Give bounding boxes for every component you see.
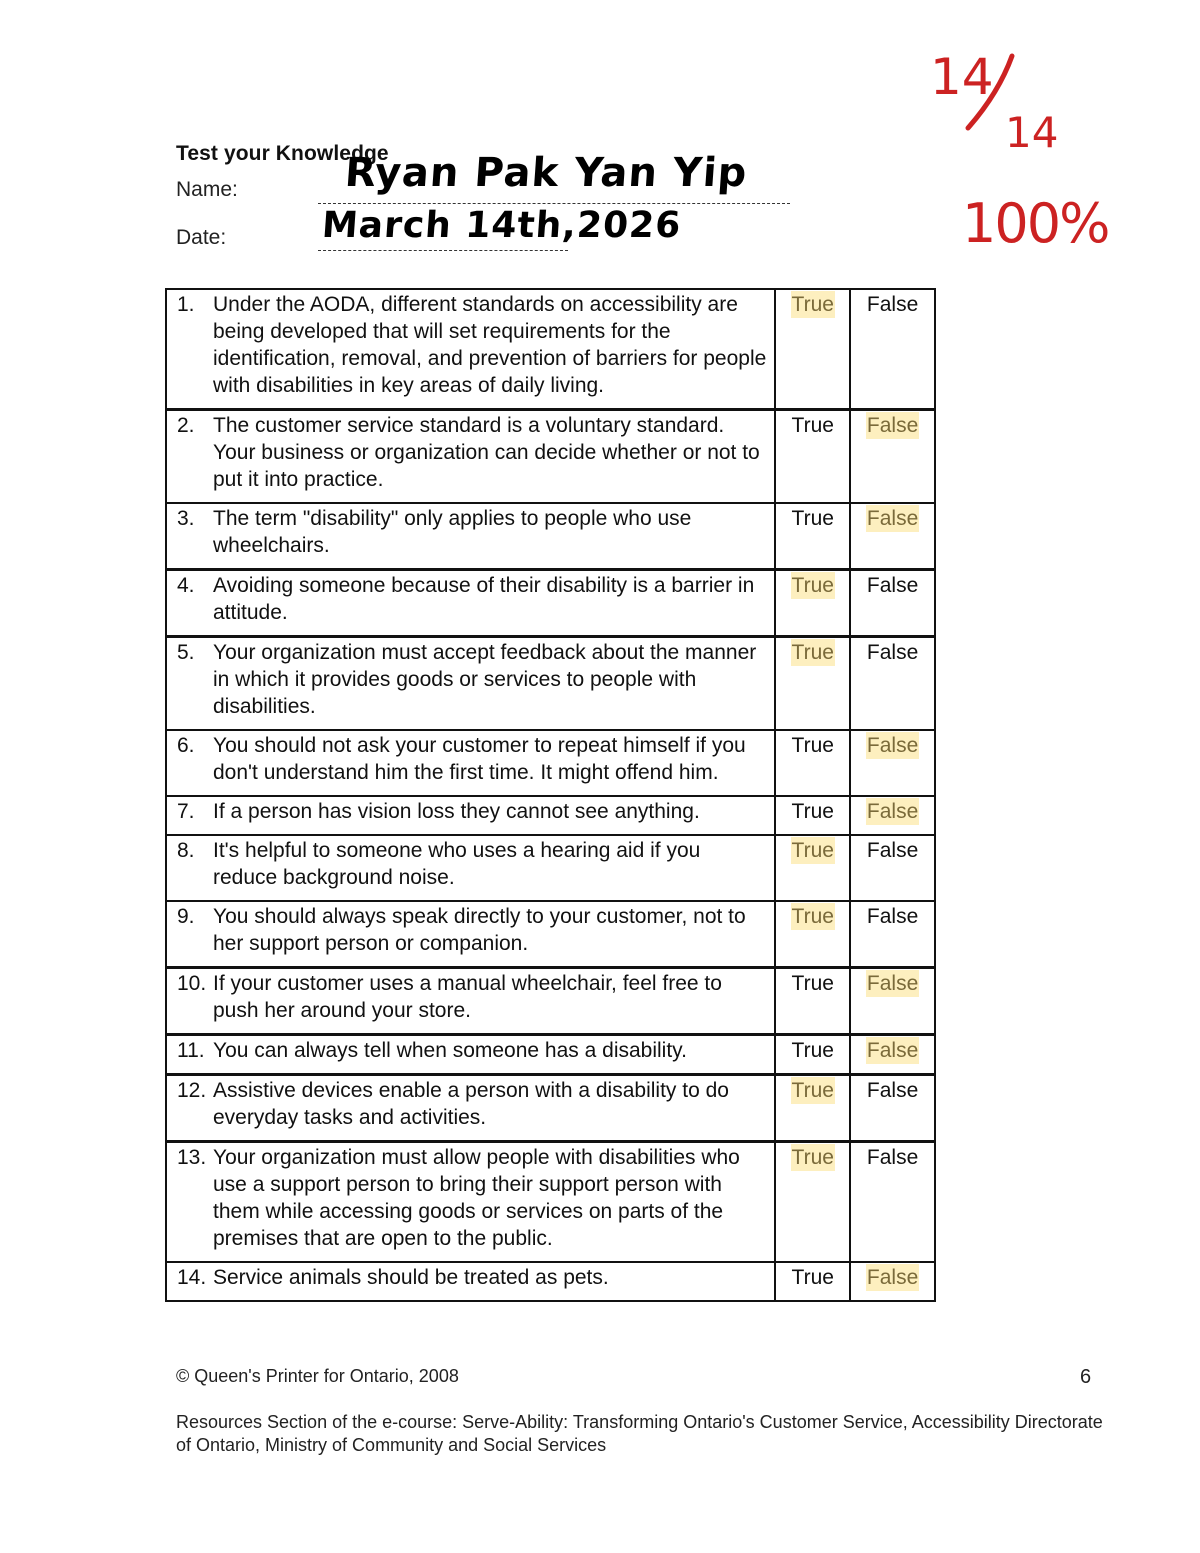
false-option-cell[interactable]: [850, 503, 935, 570]
false-option[interactable]: False: [866, 641, 919, 664]
question-text: Your organization must allow people with disabilities who use a support person to bring their support person with them while accessing goods or services on parts of the premises that are open to the public.: [213, 1146, 740, 1250]
true-option[interactable]: True: [791, 641, 834, 664]
question-cell: [166, 1035, 775, 1075]
page-number: 6: [1080, 1366, 1092, 1388]
question-cell: [166, 968, 775, 1035]
true-option[interactable]: True: [791, 905, 834, 928]
true-option[interactable]: True: [791, 800, 834, 823]
false-option[interactable]: False: [866, 507, 919, 530]
question-cell: [166, 289, 775, 410]
true-option[interactable]: True: [791, 734, 834, 757]
grade-total: 14: [1005, 108, 1059, 157]
question-row: [166, 410, 935, 504]
question-cell: [166, 570, 775, 637]
true-option-cell[interactable]: [775, 901, 850, 968]
question-text: You can always tell when someone has a disability.: [213, 1039, 687, 1062]
question-cell: [166, 410, 775, 504]
question-text: You should always speak directly to your customer, not to her support person or companion.: [213, 905, 746, 955]
false-option[interactable]: False: [866, 293, 919, 316]
false-option[interactable]: False: [866, 905, 919, 928]
true-option[interactable]: True: [791, 293, 834, 316]
question-cell: [166, 1262, 775, 1301]
question-number: 12.: [177, 1079, 207, 1102]
question-number: 5.: [177, 641, 195, 664]
question-number: 9.: [177, 905, 195, 928]
question-row: [166, 796, 935, 835]
question-row: [166, 1075, 935, 1142]
handwritten-date[interactable]: March 14th,2026: [320, 205, 683, 246]
true-option-cell[interactable]: [775, 730, 850, 796]
question-text: If a person has vision loss they cannot see anything.: [213, 800, 700, 823]
question-row: [166, 1262, 935, 1301]
question-number: 1.: [177, 293, 195, 316]
false-option[interactable]: False: [866, 972, 919, 995]
false-option[interactable]: False: [866, 1146, 919, 1169]
false-option-cell[interactable]: [850, 901, 935, 968]
true-option-cell[interactable]: [775, 1035, 850, 1075]
true-option[interactable]: True: [791, 574, 834, 597]
true-option-cell[interactable]: [775, 968, 850, 1035]
question-row: [166, 1142, 935, 1263]
source-text: Resources Section of the e-course: Serve-Ability: Transforming Ontario's Customer Service, Accessibility Directorate of Ontario, Ministry of Community and Social Services: [176, 1412, 1103, 1455]
true-option[interactable]: True: [791, 972, 834, 995]
question-text: Assistive devices enable a person with a disability to do everyday tasks and activities.: [213, 1079, 729, 1129]
false-option-cell[interactable]: [850, 410, 935, 504]
question-number: 11.: [177, 1039, 205, 1062]
question-number: 2.: [177, 414, 195, 437]
question-row: [166, 1035, 935, 1075]
question-text: Avoiding someone because of their disability is a barrier in attitude.: [213, 574, 755, 624]
grade-score: 14: [930, 48, 994, 106]
grade-percent: 100%: [962, 192, 1109, 255]
true-option-cell[interactable]: [775, 835, 850, 901]
question-row: [166, 637, 935, 731]
date-label: Date:: [176, 226, 227, 249]
true-option[interactable]: True: [791, 1039, 834, 1062]
false-option-cell[interactable]: [850, 1035, 935, 1075]
false-option-cell[interactable]: [850, 730, 935, 796]
question-cell: [166, 1142, 775, 1263]
question-text: The term "disability" only applies to people who use wheelchairs.: [213, 507, 692, 557]
question-cell: [166, 901, 775, 968]
question-row: [166, 570, 935, 637]
question-cell: [166, 1075, 775, 1142]
false-option-cell[interactable]: [850, 968, 935, 1035]
quiz-table: [165, 288, 936, 1302]
question-row: [166, 503, 935, 570]
true-option-cell[interactable]: [775, 1142, 850, 1263]
false-option-cell[interactable]: [850, 637, 935, 731]
false-option[interactable]: False: [866, 1039, 919, 1062]
question-number: 13.: [177, 1146, 207, 1169]
false-option[interactable]: False: [866, 1266, 919, 1289]
question-text: The customer service standard is a voluntary standard. Your business or organization can decide whether or not to put it into practice.: [213, 414, 760, 491]
true-option-cell[interactable]: [775, 1262, 850, 1301]
handwritten-name[interactable]: Ryan Pak Yan Yip: [343, 150, 749, 196]
false-option-cell[interactable]: [850, 1075, 935, 1142]
true-option-cell[interactable]: [775, 289, 850, 410]
question-row: [166, 901, 935, 968]
true-option-cell[interactable]: [775, 570, 850, 637]
true-option-cell[interactable]: [775, 796, 850, 835]
copyright-text: © Queen's Printer for Ontario, 2008: [176, 1366, 459, 1386]
question-text: Your organization must accept feedback about the manner in which it provides goods or services to people with disabilities.: [213, 641, 757, 718]
false-option[interactable]: False: [866, 839, 919, 862]
question-cell: [166, 503, 775, 570]
false-option-cell[interactable]: [850, 796, 935, 835]
false-option-cell[interactable]: [850, 1142, 935, 1263]
true-option-cell[interactable]: [775, 410, 850, 504]
name-label: Name:: [176, 178, 238, 201]
question-number: 8.: [177, 839, 195, 862]
question-row: [166, 289, 935, 410]
question-number: 14.: [177, 1266, 207, 1289]
false-option[interactable]: False: [866, 414, 919, 437]
question-row: [166, 730, 935, 796]
question-number: 3.: [177, 507, 195, 530]
question-text: It's helpful to someone who uses a hearing aid if you reduce background noise.: [213, 839, 701, 889]
question-number: 4.: [177, 574, 195, 597]
question-text: You should not ask your customer to repeat himself if you don't understand him the first time. It might offend him.: [213, 734, 746, 784]
false-option[interactable]: False: [866, 1079, 919, 1102]
name-line: [318, 203, 790, 204]
false-option-cell[interactable]: [850, 835, 935, 901]
true-option[interactable]: True: [791, 507, 834, 530]
question-number: 10.: [177, 972, 207, 995]
false-option-cell[interactable]: [850, 1262, 935, 1301]
false-option[interactable]: False: [866, 800, 919, 823]
question-cell: [166, 730, 775, 796]
question-cell: [166, 796, 775, 835]
true-option[interactable]: True: [791, 1266, 834, 1289]
question-text: If your customer uses a manual wheelchair, feel free to push her around your store.: [213, 972, 722, 1022]
true-option[interactable]: True: [791, 839, 834, 862]
true-option-cell[interactable]: [775, 503, 850, 570]
question-row: [166, 968, 935, 1035]
question-row: [166, 835, 935, 901]
true-option[interactable]: True: [791, 1146, 834, 1169]
question-text: Under the AODA, different standards on accessibility are being developed that will set requirements for the identification, removal, and prevention of barriers for people with disabilities in key areas of daily living.: [213, 293, 767, 397]
question-cell: [166, 637, 775, 731]
true-option[interactable]: True: [791, 414, 834, 437]
false-option-cell[interactable]: [850, 289, 935, 410]
true-option-cell[interactable]: [775, 637, 850, 731]
true-option[interactable]: True: [791, 1079, 834, 1102]
false-option-cell[interactable]: [850, 570, 935, 637]
quiz-title: Test your Knowledge: [176, 142, 389, 165]
date-line: [318, 250, 568, 251]
false-option[interactable]: False: [866, 574, 919, 597]
false-option[interactable]: False: [866, 734, 919, 757]
question-number: 7.: [177, 800, 195, 823]
true-option-cell[interactable]: [775, 1075, 850, 1142]
question-number: 6.: [177, 734, 195, 757]
question-cell: [166, 835, 775, 901]
question-text: Service animals should be treated as pets.: [213, 1266, 609, 1289]
